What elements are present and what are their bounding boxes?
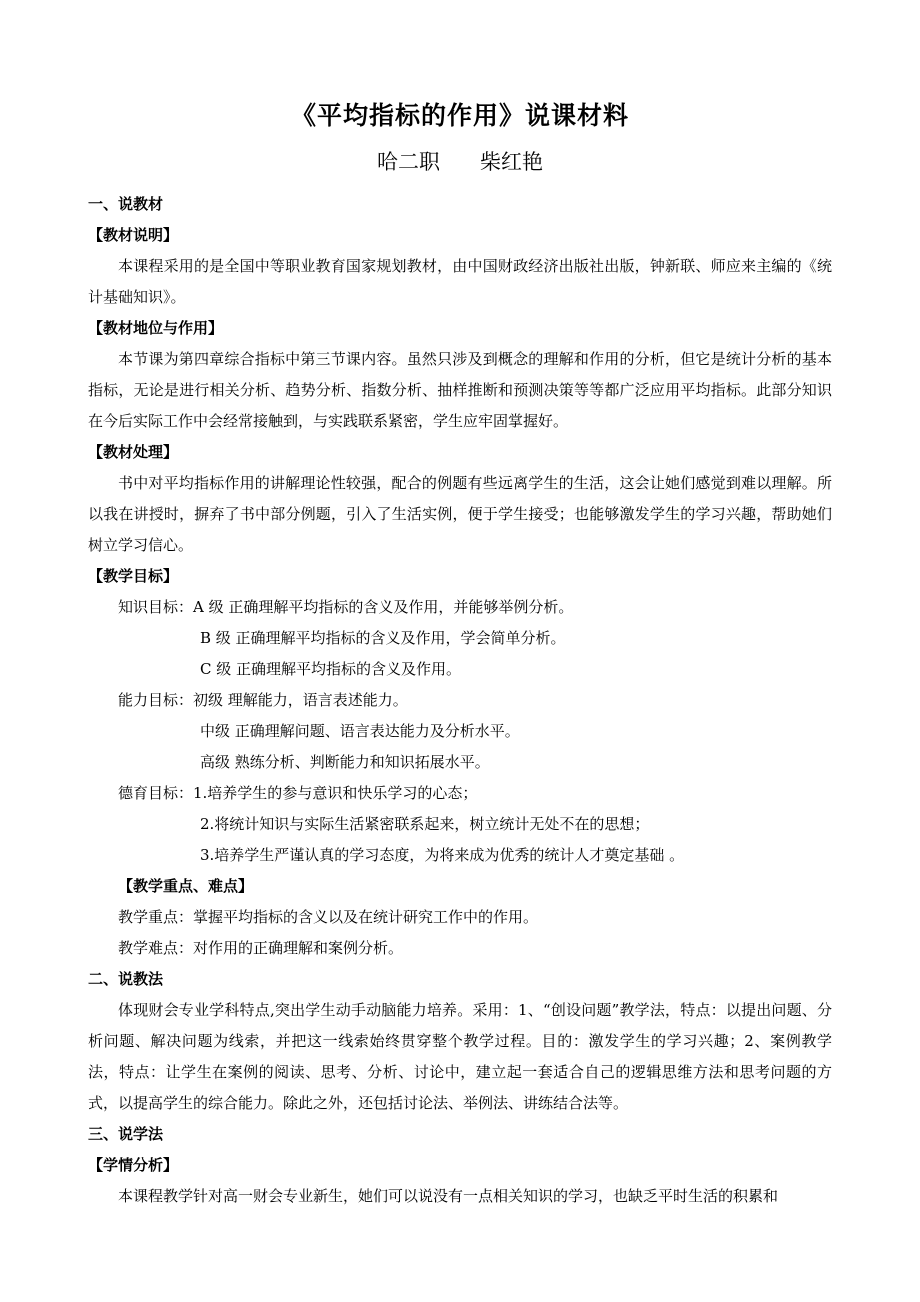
subsection-heading: 【教材说明】 — [88, 226, 179, 244]
objective-line: 知识目标：A 级 正确理解平均指标的含义及作用，并能够举例分析。 — [118, 598, 574, 616]
author-line — [0, 146, 920, 176]
objective-line: 德育目标：1.培养学生的参与意识和快乐学习的心态； — [118, 784, 478, 802]
objective-line: C 级 正确理解平均指标的含义及作用。 — [200, 660, 462, 678]
objective-line: 中级 正确理解问题、语言表达能力及分析水平。 — [200, 722, 520, 740]
subsection-heading: 【教学重点、难点】 — [118, 877, 254, 895]
paragraph: 书中对平均指标作用的讲解理论性较强，配合的例题有些远离学生的生活，这会让她们感觉到难以理解。所以我在讲授时，摒弃了书中部分例题，引入了生活实例，便于学生接受；也能够激发学生的学习兴趣，帮助她们树立学习信心。 — [88, 474, 832, 554]
document-title: 《平均指标的作用》说课材料 — [290, 101, 629, 130]
author-school: 哈二职 — [377, 150, 440, 174]
objective-line: 高级 熟练分析、判断能力和知识拓展水平。 — [200, 753, 490, 771]
section-heading: 二、说教法 — [88, 970, 164, 988]
paragraph: 本节课为第四章综合指标中第三节课内容。虽然只涉及到概念的理解和作用的分析，但它是统计分析的基本指标，无论是进行相关分析、趋势分析、指数分析、抽样推断和预测决策等等都广泛应用平均指标。此部分知识在今后实际工作中会经常接触到，与实践联系紧密，学生应牢固掌握好。 — [88, 350, 832, 430]
section-heading: 一、说教材 — [88, 195, 164, 213]
document-body — [88, 189, 832, 1212]
author-name: 柴红艳 — [480, 150, 543, 174]
subsection-heading: 【学情分析】 — [88, 1156, 179, 1174]
paragraph: 本课程采用的是全国中等职业教育国家规划教材，由中国财政经济出版社出版，钟新联、师应来主编的《统计基础知识》。 — [88, 257, 832, 306]
difficult-point: 教学难点：对作用的正确理解和案例分析。 — [118, 939, 404, 957]
objective-line: 能力目标：初级 理解能力，语言表述能力。 — [118, 691, 408, 709]
paragraph: 体现财会专业学科特点,突出学生动手动脑能力培养。采用：1、“创设问题”教学法，特点：以提出问题、分析问题、解决问题为线索，并把这一线索始终贯穿整个教学过程。目的：激发学生的学习兴趣；2、案例教学法，特点：让学生在案例的阅读、思考、分析、讨论中，建立起一套适合自己的逻辑思维方法和思考问题的方式，以提高学生的综合能力。除此之外，还包括讨论法、举例法、讲练结合法等。 — [88, 1001, 832, 1112]
objective-line: 2.将统计知识与实际生活紧密联系起来，树立统计无处不在的思想； — [200, 815, 650, 833]
objective-line: B 级 正确理解平均指标的含义及作用，学会简单分析。 — [200, 629, 566, 647]
subsection-heading: 【教材处理】 — [88, 443, 179, 461]
key-point: 教学重点：掌握平均指标的含义以及在统计研究工作中的作用。 — [118, 908, 539, 926]
objective-line: 3.培养学生严谨认真的学习态度，为将来成为优秀的统计人才奠定基础 。 — [200, 846, 685, 864]
section-heading: 三、说学法 — [88, 1125, 164, 1143]
paragraph: 本课程教学针对高一财会专业新生，她们可以说没有一点相关知识的学习，也缺乏平时生活的积累和 — [118, 1187, 779, 1205]
subsection-heading: 【教学目标】 — [88, 567, 179, 585]
subsection-heading: 【教材地位与作用】 — [88, 319, 224, 337]
